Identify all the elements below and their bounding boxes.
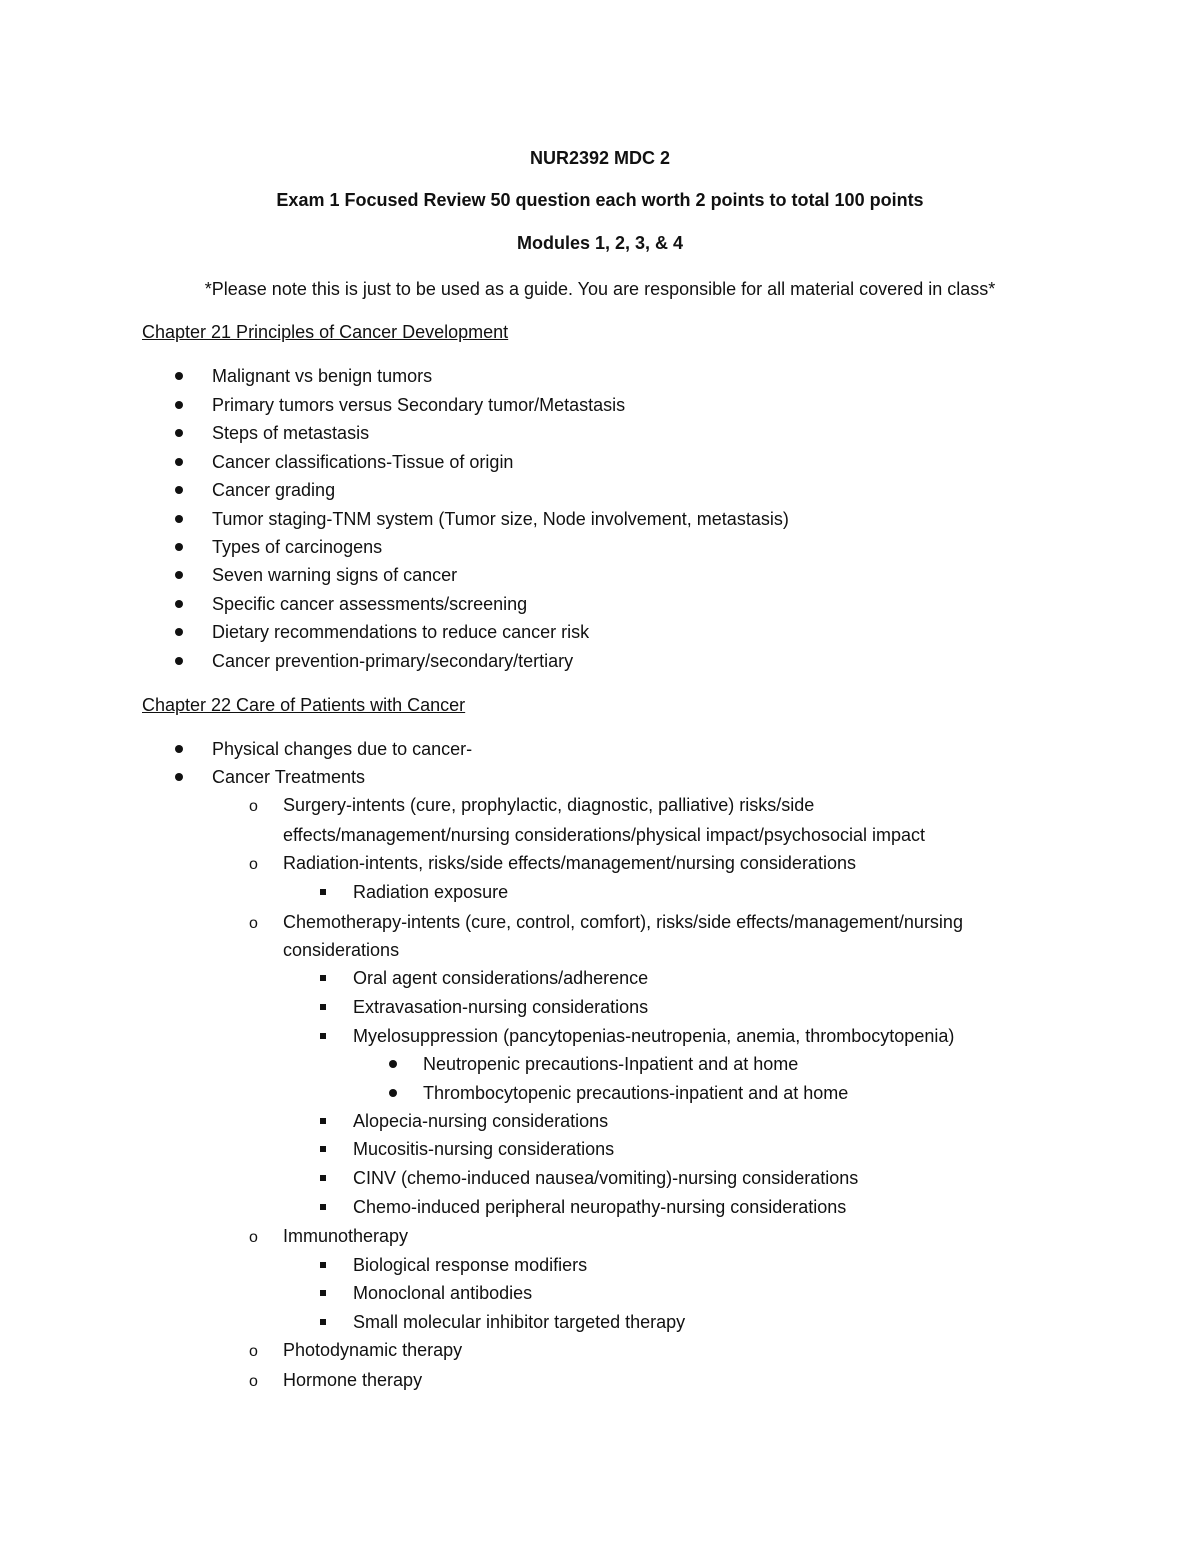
list-item-continued: considerations [283, 940, 400, 960]
list-item: Surgery-intents (cure, prophylactic, diagnostic, palliative) risks/side [283, 795, 815, 815]
bullet-icon [175, 429, 183, 437]
square-bullet-icon [320, 1204, 326, 1210]
list-item: Neutropenic precautions-Inpatient and at home [423, 1054, 799, 1074]
sub-bullet-o-icon: o [249, 798, 258, 815]
square-bullet-icon [320, 1290, 326, 1296]
list-item: Myelosuppression (pancytopenias-neutropenia, anemia, thrombocytopenia) [353, 1026, 955, 1046]
list-item: Specific cancer assessments/screening [212, 594, 528, 614]
list-item: Seven warning signs of cancer [212, 565, 458, 585]
square-bullet-icon [320, 975, 326, 981]
sub-bullet-o-icon: o [249, 915, 258, 932]
bullet-icon [175, 600, 183, 608]
list-item: Small molecular inhibitor targeted therapy [353, 1312, 686, 1332]
bullet-icon [389, 1060, 397, 1068]
bullet-icon [175, 515, 183, 523]
list-item: Extravasation-nursing considerations [353, 997, 649, 1017]
square-bullet-icon [320, 1262, 326, 1268]
bullet-icon [175, 372, 183, 380]
bullet-icon [175, 571, 183, 579]
list-item: Tumor staging-TNM system (Tumor size, Node involvement, metastasis) [212, 509, 789, 529]
modules-line: Modules 1, 2, 3, & 4 [516, 233, 684, 253]
list-item: Cancer Treatments [212, 767, 366, 787]
exam-line: Exam 1 Focused Review 50 question each worth 2 points to total 100 points [276, 190, 924, 210]
list-item: Oral agent considerations/adherence [353, 968, 649, 988]
list-item: Thrombocytopenic precautions-inpatient and at home [423, 1083, 849, 1103]
list-item: Chemo-induced peripheral neuropathy-nursing considerations [353, 1197, 847, 1217]
bullet-icon [175, 458, 183, 466]
square-bullet-icon [320, 889, 326, 895]
chapter-21-heading: Chapter 21 Principles of Cancer Development [142, 322, 509, 342]
list-item: Primary tumors versus Secondary tumor/Metastasis [212, 395, 626, 415]
square-bullet-icon [320, 1175, 326, 1181]
bullet-icon [175, 773, 183, 781]
list-item: Biological response modifiers [353, 1255, 588, 1275]
guide-note: *Please note this is just to be used as a guide. You are responsible for all material covered in class* [204, 279, 996, 299]
list-item: Steps of metastasis [212, 423, 370, 443]
course-title: NUR2392 MDC 2 [529, 148, 671, 168]
bullet-icon [175, 657, 183, 665]
list-item: Types of carcinogens [212, 537, 383, 557]
list-item: Hormone therapy [283, 1370, 423, 1390]
list-item: Photodynamic therapy [283, 1340, 463, 1360]
bullet-icon [175, 543, 183, 551]
list-item: Alopecia-nursing considerations [353, 1111, 609, 1131]
sub-bullet-o-icon: o [249, 1343, 258, 1360]
bullet-icon [175, 745, 183, 753]
bullet-icon [175, 486, 183, 494]
square-bullet-icon [320, 1004, 326, 1010]
list-item: Radiation exposure [353, 882, 509, 902]
bullet-icon [389, 1089, 397, 1097]
chapter-22-heading: Chapter 22 Care of Patients with Cancer [142, 695, 466, 715]
list-item: Immunotherapy [283, 1226, 409, 1246]
sub-bullet-o-icon: o [249, 1229, 258, 1246]
list-item: Mucositis-nursing considerations [353, 1139, 615, 1159]
list-item: Malignant vs benign tumors [212, 366, 433, 386]
bullet-icon [175, 628, 183, 636]
square-bullet-icon [320, 1146, 326, 1152]
square-bullet-icon [320, 1118, 326, 1124]
square-bullet-icon [320, 1033, 326, 1039]
list-item: CINV (chemo-induced nausea/vomiting)-nursing considerations [353, 1168, 859, 1188]
list-item: Radiation-intents, risks/side effects/management/nursing considerations [283, 853, 856, 873]
list-item: Physical changes due to cancer- [212, 739, 473, 759]
sub-bullet-o-icon: o [249, 1373, 258, 1390]
list-item: Dietary recommendations to reduce cancer risk [212, 622, 590, 642]
bullet-icon [175, 401, 183, 409]
list-item: Monoclonal antibodies [353, 1283, 533, 1303]
square-bullet-icon [320, 1319, 326, 1325]
list-item: Cancer prevention-primary/secondary/tertiary [212, 651, 574, 671]
list-item: Cancer grading [212, 480, 336, 500]
list-item: Chemotherapy-intents (cure, control, comfort), risks/side effects/management/nursing [283, 912, 963, 932]
sub-bullet-o-icon: o [249, 856, 258, 873]
list-item-continued: effects/management/nursing considerations/physical impact/psychosocial impact [283, 825, 925, 845]
list-item: Cancer classifications-Tissue of origin [212, 452, 514, 472]
